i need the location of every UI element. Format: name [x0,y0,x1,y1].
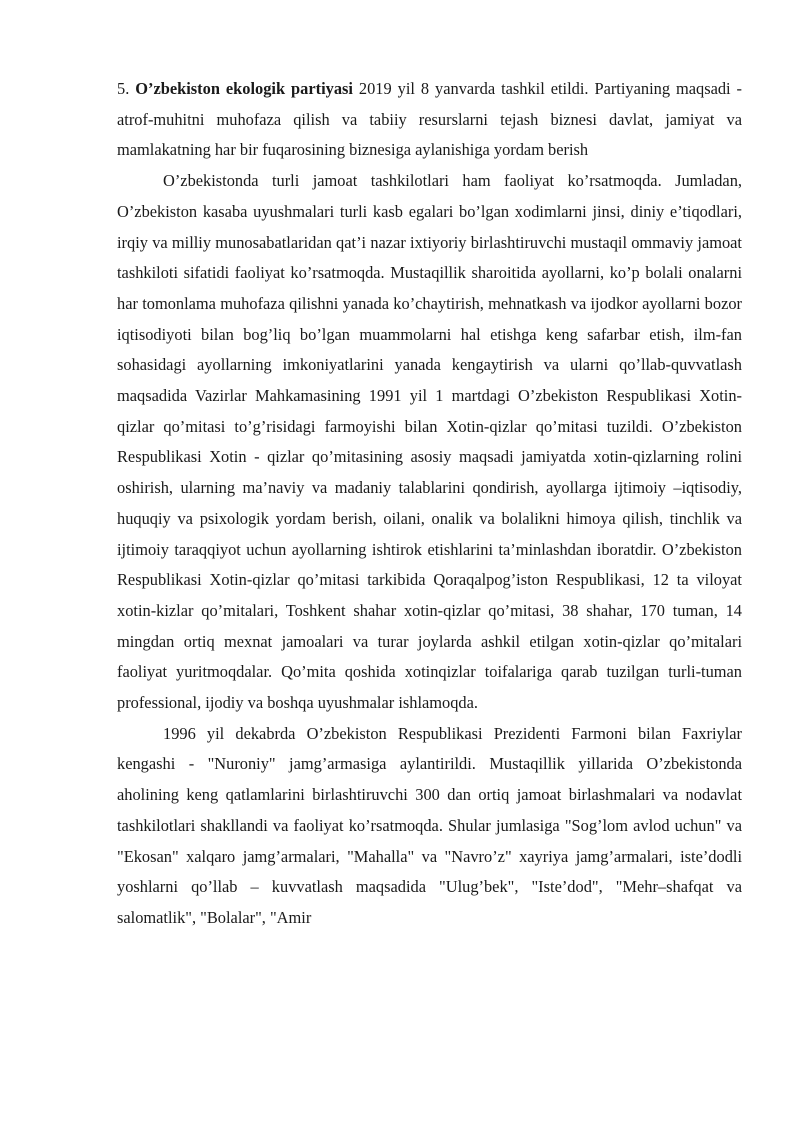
body-paragraph-organizations: O’zbekistonda turli jamoat tashkilotlari ham faoliyat ko’rsatmoqda. Jumladan, O’zbekiston kasaba uyushmalari turli kasb egalari bo’lgan xodimlarni jinsi, diniy e’tiqodlari, irqiy va milliy munosabatlaridan qat’i nazar ixtiyoriy birlashtiruvchi mustaqil ommaviy jamoat tashkiloti sifatidi faoliyat ko’rsatmoqda. Mustaqillik sharoitida ayollarni, ko’p bolali onalarni har tomonlama muhofaza qilishni yanada ko’chaytirish, mehnatkash va ijodkor ayollarni bozor iqtisodiyoti bilan bog’liq bo’lgan muammolarni hal etishga keng safarbar etish, ilm-fan sohasidagi ayollarning imkoniyatlarini yanada kengaytirish va ularni qo’llab-quvvatlash maqsadida Vazirlar Mahkamasining 1991 yil 1 martdagi O’zbekiston Respublikasi Xotin-qizlar qo’mitasi to’g’risidagi farmoyishi bilan Xotin-qizlar qo’mitasi tuzildi. O’zbekiston Respublikasi Xotin - qizlar qo’mitasining asosiy maqsadi jamiyatda xotin-qizlarning rolini oshirish, ularning ma’naviy va madaniy talablarini qondirish, ayollarga ijtimoiy –iqtisodiy, huquqiy va psixologik yordam berish, oilani, onalik va bolalikni himoya qilish, tinchlik va ijtimoiy taraqqiyot uchun ayollarning ishtirok etishlarini ta’minlashdan iboratdir. O’zbekiston Respublikasi Xotin-qizlar qo’mitasi tarkibida Qoraqalpog’iston Respublikasi, 12 ta viloyat xotin-kizlar qo’mitalari, Toshkent shahar xotin-qizlar qo’mitasi, 38 shahar, 170 tuman, 14 mingdan ortiq mexnat jamoalari va turar joylarda ashkil etilgan xotin-qizlar qo’mitalari faoliyat yuritmoqdalar. Qo’mita qoshida xotinqizlar toifalariga qarab tuzilgan turli-tuman professional, ijodiy va boshqa uyushmalar ishlamoqda. [117,171,742,713]
item-5-paragraph [117,74,742,166]
body-paragraph-nuroniy: 1996 yil dekabrda O’zbekiston Respublikasi Prezidenti Farmoni bilan Faxriylar kengashi - "Nuroniy" jamg’armasiga aylantirildi. Mustaqillik yillarida O’zbekistonda aholining keng qatlamlarini birlashtiruvchi 300 dan ortiq jamoat birlashmalari va nodavlat tashkilotlari shakllandi va faoliyat ko’rsatmoqda. Shular jumlasiga "Sog’lom avlod uchun" va "Ekosan" xalqaro jamg’armalari, "Mahalla" va "Navro’z" xayriya jamg’armalari, iste’dodli yoshlarni qo’llab – kuvvatlash maqsadida "Ulug’bek", "Iste’dod", "Mehr–shafqat va salomatlik", "Bolalar", "Amir [117,723,742,927]
party-name: O’zbekiston ekologik partiyasi [135,79,353,98]
item-number: 5. [117,79,136,98]
document-page [117,74,742,934]
item-5-text: 2019 yil 8 yanvarda tashkil etildi. Partiyaning maqsadi - atrof-muhitni muhofaza qilish va tabiiy resurslarni tejash biznesi davlat, jamiyat va mamlakatning har bir fuqarosining biznesiga aylanishiga yordam berish [117,79,743,160]
